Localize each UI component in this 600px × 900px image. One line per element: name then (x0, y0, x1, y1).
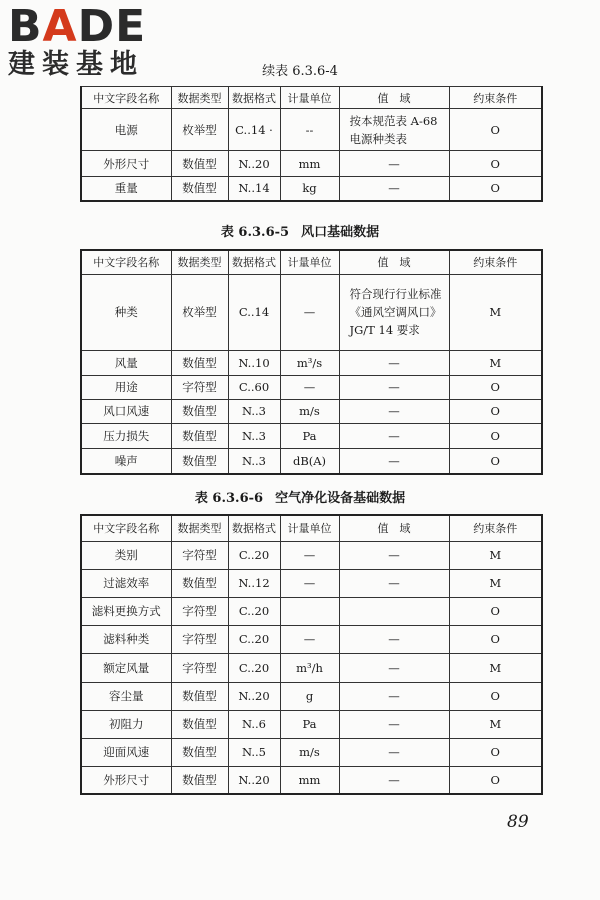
cell-data-type: 数值型 (171, 448, 228, 474)
cell-data-format: C..60 (228, 375, 280, 399)
cell-data-format: N..20 (228, 151, 280, 177)
cell-value-domain: — (339, 350, 449, 375)
cell-constraint: M (449, 653, 542, 682)
cell-unit: — (280, 375, 339, 399)
cell-constraint: O (449, 448, 542, 474)
column-header: 数据类型 (171, 515, 228, 541)
cell-unit: Pa (280, 423, 339, 448)
table-row (81, 177, 542, 201)
table-row (81, 423, 542, 448)
cell-data-format: N..20 (228, 682, 280, 710)
table-row (81, 448, 542, 474)
cell-data-format: N..3 (228, 448, 280, 474)
table3-caption (0, 491, 600, 507)
cell-data-type: 数值型 (171, 682, 228, 710)
cell-field-name: 电源 (81, 109, 171, 151)
cell-value-domain: — (339, 423, 449, 448)
table-row (81, 710, 542, 738)
column-header: 值 域 (339, 515, 449, 541)
table3-header-row (81, 515, 542, 541)
cell-unit: m³/s (280, 350, 339, 375)
cell-constraint: O (449, 399, 542, 423)
cell-constraint: O (449, 375, 542, 399)
cell-value-domain: — (339, 738, 449, 766)
table2-caption-title: 风口基础数据 (301, 225, 380, 240)
logo-wordmark: B A DE (8, 1, 147, 52)
table-row (81, 109, 542, 151)
cell-data-type: 数值型 (171, 177, 228, 201)
table1-caption: 续表 6.3.6-4 (262, 64, 338, 79)
cell-constraint: O (449, 625, 542, 653)
table2 (80, 249, 543, 475)
cell-unit: m/s (280, 399, 339, 423)
cell-value-domain: — (339, 151, 449, 177)
cell-data-type: 数值型 (171, 710, 228, 738)
cell-data-format: N..6 (228, 710, 280, 738)
table-row (81, 541, 542, 569)
cell-data-type: 数值型 (171, 738, 228, 766)
cell-data-type: 数值型 (171, 399, 228, 423)
cell-value-domain: — (339, 448, 449, 474)
cell-field-name: 外形尺寸 (81, 766, 171, 794)
cell-value-domain: — (339, 399, 449, 423)
table1 (80, 86, 543, 202)
cell-data-type: 字符型 (171, 625, 228, 653)
cell-value-domain: 符合现行行业标准《通风空调风口》JG/T 14 要求 (339, 274, 449, 350)
column-header: 计量单位 (280, 250, 339, 274)
page-number: 89 (507, 812, 529, 832)
cell-data-type: 数值型 (171, 350, 228, 375)
table-row (81, 766, 542, 794)
cell-data-format: C..20 (228, 625, 280, 653)
table-row (81, 350, 542, 375)
cell-value-domain: — (339, 766, 449, 794)
cell-constraint: O (449, 151, 542, 177)
column-header: 值 域 (339, 250, 449, 274)
cell-constraint: O (449, 738, 542, 766)
table3-caption-number: 表 6.3.6-6 (194, 491, 264, 506)
cell-data-format: N..12 (228, 569, 280, 597)
column-header: 数据类型 (171, 87, 228, 109)
cell-unit: — (280, 625, 339, 653)
cell-unit: — (280, 274, 339, 350)
cell-field-name: 类别 (81, 541, 171, 569)
cell-value-domain: — (339, 710, 449, 738)
cell-data-type: 字符型 (171, 653, 228, 682)
table-row (81, 597, 542, 625)
cell-data-type: 字符型 (171, 597, 228, 625)
cell-field-name: 种类 (81, 274, 171, 350)
cell-data-format: C..14 (228, 274, 280, 350)
cell-data-format: C..20 (228, 653, 280, 682)
cell-constraint: M (449, 274, 542, 350)
cell-constraint: M (449, 541, 542, 569)
table2-header-row (81, 250, 542, 274)
cell-constraint: O (449, 177, 542, 201)
cell-field-name: 噪声 (81, 448, 171, 474)
cell-data-format: N..20 (228, 766, 280, 794)
cell-unit: mm (280, 151, 339, 177)
table3-caption-title: 空气净化设备基础数据 (275, 491, 406, 506)
column-header: 约束条件 (449, 515, 542, 541)
table-row (81, 682, 542, 710)
column-header: 约束条件 (449, 250, 542, 274)
cell-unit (280, 597, 339, 625)
cell-unit: -- (280, 109, 339, 151)
cell-unit: kg (280, 177, 339, 201)
cell-field-name: 滤料种类 (81, 625, 171, 653)
cell-unit: Pa (280, 710, 339, 738)
cell-field-name: 外形尺寸 (81, 151, 171, 177)
cell-value-domain: 按本规范表 A-68 电源种类表 (339, 109, 449, 151)
cell-data-format: N..3 (228, 399, 280, 423)
cell-constraint: O (449, 766, 542, 794)
table-row (81, 274, 542, 350)
column-header: 约束条件 (449, 87, 542, 109)
table-row (81, 569, 542, 597)
cell-unit: dB(A) (280, 448, 339, 474)
cell-data-type: 枚举型 (171, 274, 228, 350)
table-row (81, 375, 542, 399)
column-header: 中文字段名称 (81, 515, 171, 541)
cell-data-type: 数值型 (171, 569, 228, 597)
table-row (81, 625, 542, 653)
cell-value-domain: — (339, 541, 449, 569)
column-header: 中文字段名称 (81, 87, 171, 109)
cell-constraint: O (449, 109, 542, 151)
table3 (80, 514, 543, 795)
cell-data-type: 枚举型 (171, 109, 228, 151)
cell-data-format: N..10 (228, 350, 280, 375)
cell-field-name: 风量 (81, 350, 171, 375)
table2-caption (0, 225, 600, 241)
cell-data-format: C..20 (228, 541, 280, 569)
cell-constraint: O (449, 423, 542, 448)
cell-value-domain (339, 597, 449, 625)
cell-value-domain: — (339, 653, 449, 682)
logo-subtitle: 建装基地 (8, 49, 144, 80)
cell-field-name: 额定风量 (81, 653, 171, 682)
cell-data-format: C..20 (228, 597, 280, 625)
cell-data-type: 字符型 (171, 541, 228, 569)
cell-constraint: M (449, 350, 542, 375)
cell-unit: mm (280, 766, 339, 794)
column-header: 数据类型 (171, 250, 228, 274)
cell-field-name: 迎面风速 (81, 738, 171, 766)
table-row (81, 738, 542, 766)
cell-data-type: 字符型 (171, 375, 228, 399)
cell-field-name: 容尘量 (81, 682, 171, 710)
cell-constraint: O (449, 597, 542, 625)
cell-value-domain: — (339, 569, 449, 597)
cell-value-domain: — (339, 177, 449, 201)
table2-caption-number: 表 6.3.6-5 (220, 225, 290, 240)
cell-unit: — (280, 541, 339, 569)
column-header: 值 域 (339, 87, 449, 109)
cell-unit: m³/h (280, 653, 339, 682)
cell-field-name: 过滤效率 (81, 569, 171, 597)
cell-unit: — (280, 569, 339, 597)
cell-data-format: C..14 · (228, 109, 280, 151)
cell-field-name: 初阻力 (81, 710, 171, 738)
column-header: 数据格式 (228, 250, 280, 274)
cell-data-type: 数值型 (171, 766, 228, 794)
cell-unit: m/s (280, 738, 339, 766)
cell-constraint: M (449, 569, 542, 597)
column-header: 计量单位 (280, 87, 339, 109)
cell-value-domain: — (339, 625, 449, 653)
cell-field-name: 用途 (81, 375, 171, 399)
cell-data-type: 数值型 (171, 151, 228, 177)
table-row (81, 399, 542, 423)
cell-data-type: 数值型 (171, 423, 228, 448)
cell-constraint: O (449, 682, 542, 710)
cell-value-domain: — (339, 375, 449, 399)
table-row (81, 653, 542, 682)
column-header: 计量单位 (280, 515, 339, 541)
cell-unit: g (280, 682, 339, 710)
column-header: 数据格式 (228, 87, 280, 109)
cell-data-format: N..3 (228, 423, 280, 448)
cell-data-format: N..14 (228, 177, 280, 201)
cell-field-name: 重量 (81, 177, 171, 201)
cell-field-name: 滤料更换方式 (81, 597, 171, 625)
column-header: 数据格式 (228, 515, 280, 541)
table1-header-row (81, 87, 542, 109)
cell-data-format: N..5 (228, 738, 280, 766)
cell-field-name: 风口风速 (81, 399, 171, 423)
column-header: 中文字段名称 (81, 250, 171, 274)
cell-constraint: M (449, 710, 542, 738)
cell-field-name: 压力损失 (81, 423, 171, 448)
table-row (81, 151, 542, 177)
cell-value-domain: — (339, 682, 449, 710)
